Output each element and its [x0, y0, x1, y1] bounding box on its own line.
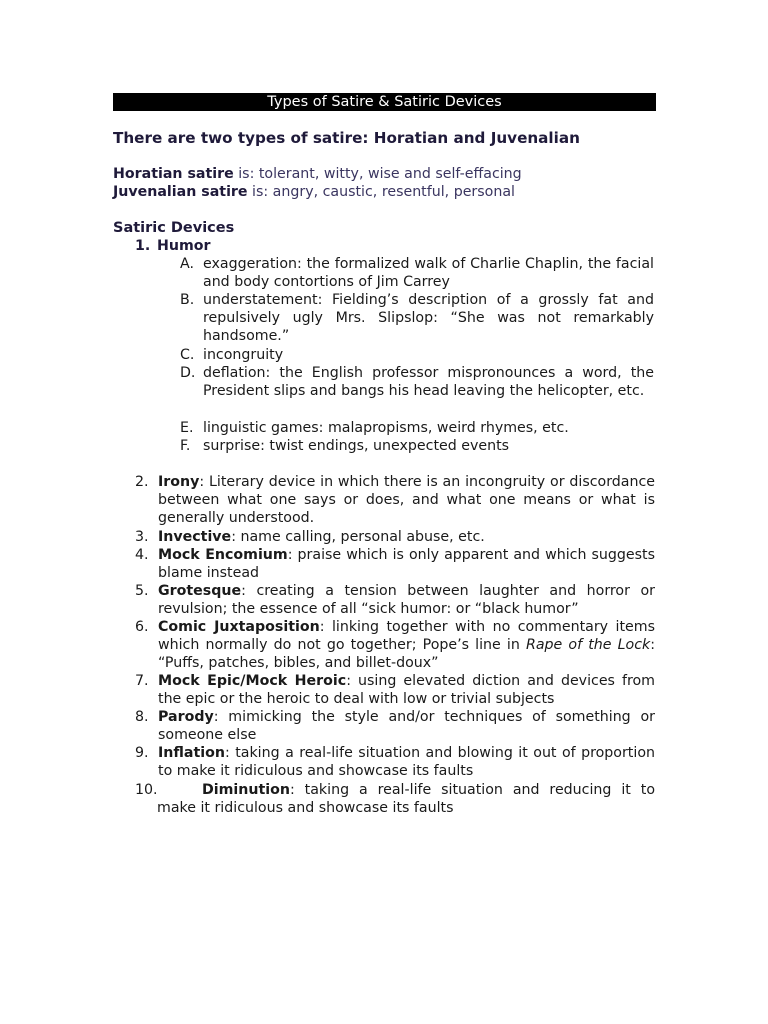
horatian-text: is: tolerant, witty, wise and self-effacing — [233, 166, 522, 182]
item-term: Inflation — [158, 745, 225, 761]
sub-letter: F. — [180, 438, 191, 454]
sub-letter: A. — [180, 256, 194, 272]
item-number: 3. — [135, 529, 149, 545]
item-term: Diminution — [202, 782, 290, 798]
intro-heading: There are two types of satire: Horatian and Juvenalian — [113, 129, 580, 147]
item-number: 7. — [135, 673, 149, 689]
sub-letter: C. — [180, 347, 195, 363]
device-item — [135, 618, 655, 673]
item-term: Grotesque — [158, 583, 242, 599]
humor-sub-item — [180, 255, 654, 291]
sub-text: incongruity — [203, 347, 284, 363]
juvenalian-text: is: angry, caustic, resentful, personal — [247, 184, 515, 200]
item-text: : taking a real-life situation and blowing it out of proportion to make it ridiculous and showcase its faults — [158, 745, 655, 780]
devices-heading: Satiric Devices — [113, 220, 235, 236]
sub-letter: E. — [180, 420, 194, 436]
item-term: Irony — [158, 474, 200, 490]
device-item — [135, 781, 655, 817]
sub-text: deflation: the English professor mispronounces a word, the President slips and bangs his head leaving the helicopter, etc. — [203, 365, 654, 400]
humor-number: 1. — [135, 238, 151, 254]
device-item — [135, 744, 655, 780]
item-number: 10. — [135, 782, 158, 798]
item-number: 4. — [135, 547, 149, 563]
humor-sub-item — [180, 419, 654, 437]
device-item — [135, 582, 655, 618]
item-text: : creating a tension between laughter and horror or revulsion; the essence of all “sick humor: or “black humor” — [158, 583, 655, 618]
item-number: 9. — [135, 745, 149, 761]
humor-sub-item — [180, 291, 654, 346]
sub-text: surprise: twist endings, unexpected events — [203, 438, 510, 454]
item-number: 5. — [135, 583, 149, 599]
sub-text: exaggeration: the formalized walk of Charlie Chaplin, the facial and body contortions of Jim Carrey — [203, 256, 654, 291]
humor-label: Humor — [157, 238, 211, 254]
device-item — [135, 546, 655, 582]
sub-text: linguistic games: malapropisms, weird rhymes, etc. — [203, 420, 569, 436]
juvenalian-definition — [113, 183, 673, 201]
item-term: Invective — [158, 529, 232, 545]
sub-letter: B. — [180, 292, 195, 308]
item-term: Mock Epic/Mock Heroic — [158, 673, 347, 689]
horatian-definition — [113, 165, 673, 183]
item-text: : name calling, personal abuse, etc. — [231, 529, 485, 545]
item-text-after: : “Puffs, patches, bibles, and billet-doux” — [158, 637, 655, 672]
device-item — [135, 473, 655, 528]
item-number: 6. — [135, 619, 149, 635]
item-italic-title: Rape of the Lock — [525, 637, 651, 654]
item-text: : mimicking the style and/or techniques of something or someone else — [158, 709, 655, 744]
item-text: : using elevated diction and devices from the epic or the heroic to deal with low or trivial subjects — [158, 673, 655, 708]
humor-sub-item — [180, 364, 654, 400]
device-item — [135, 708, 655, 744]
item-text: : taking a real-life situation and reducing it to make it ridiculous and showcase its faults — [157, 782, 655, 817]
humor-sub-item — [180, 346, 654, 364]
device-item — [135, 672, 655, 708]
juvenalian-term: Juvenalian satire — [113, 184, 248, 200]
horatian-term: Horatian satire — [113, 166, 234, 182]
sub-text: understatement: Fielding’s description of a grossly fat and repulsively ugly Mrs. Slipslop: “She was not remarkably handsome.” — [203, 292, 654, 345]
item-text: : linking together with no commentary items which normally do not go together; Pope’s line in — [158, 619, 655, 654]
humor-item — [135, 237, 211, 255]
item-number: 8. — [135, 709, 149, 725]
device-item — [135, 528, 655, 546]
document-title: Types of Satire & Satiric Devices — [113, 93, 656, 111]
item-text: : Literary device in which there is an incongruity or discordance between what one says or does, and what one means or what is generally understood. — [158, 474, 655, 527]
item-term: Comic Juxtaposition — [158, 619, 320, 635]
item-term: Mock Encomium — [158, 547, 288, 563]
item-number: 2. — [135, 474, 149, 490]
item-term: Parody — [158, 709, 214, 725]
sub-letter: D. — [180, 365, 196, 381]
item-text: : praise which is only apparent and which suggests blame instead — [158, 547, 655, 582]
humor-sub-item — [180, 437, 654, 455]
